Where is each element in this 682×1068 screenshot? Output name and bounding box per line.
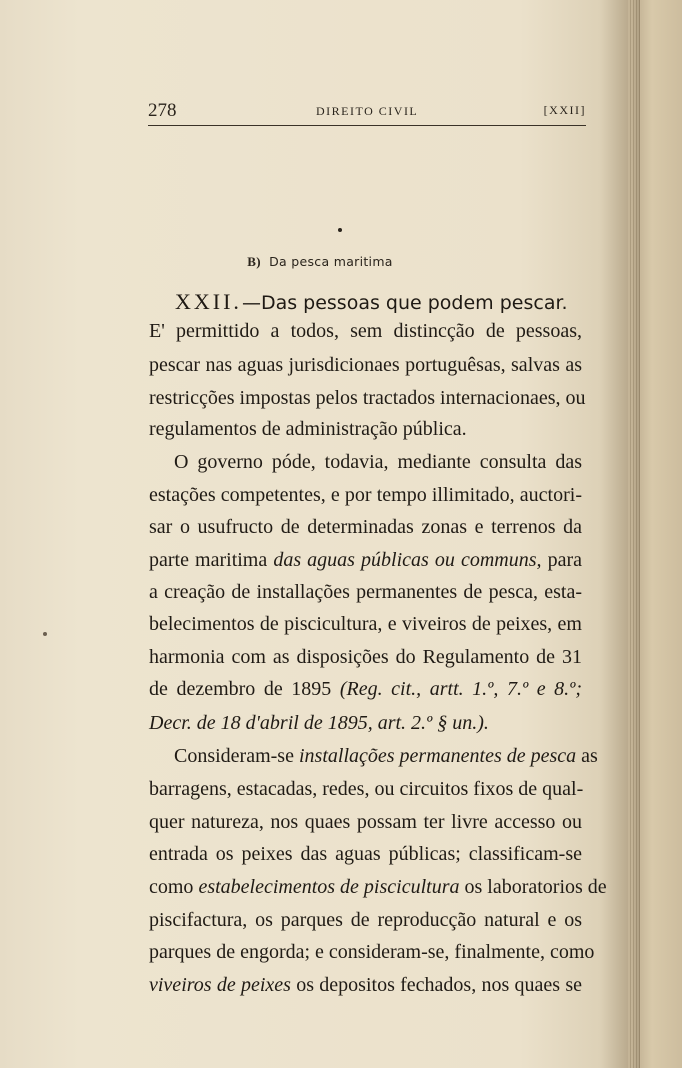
section-reference: [XXII]: [543, 103, 586, 117]
text-run: a creação de installações permanentes de pesca, esta-: [149, 581, 582, 603]
italic-text: das aguas públicas ou communs,: [273, 549, 542, 571]
text-line: [149, 778, 582, 808]
text-line: [149, 581, 582, 611]
text-line: [149, 418, 582, 448]
running-header: [148, 100, 586, 124]
italic-text: Decr. de 18 d'abril de 1895, art. 2.º § un.).: [149, 712, 489, 734]
italic-text: (Reg. cit., artt. 1.º, 7.º e 8.º;: [339, 678, 583, 700]
text-line: [174, 745, 598, 775]
subsection-text: Da pesca maritima: [269, 254, 393, 269]
text-run: entrada os peixes das aguas públicas; classificam-se: [149, 843, 582, 865]
text-line: [174, 451, 582, 481]
text-run: restricções impostas pelos tractados internacionaes, ou: [149, 387, 586, 409]
text-line: [149, 678, 582, 708]
page-stack-edge: [628, 0, 642, 1068]
text-run: piscifactura, os parques de reproducção natural e os: [149, 909, 582, 931]
section-heading-text: —Das pessoas que podem pescar.: [241, 292, 568, 314]
text-run: O governo póde, todavia, mediante consulta das: [174, 451, 582, 473]
text-line: [149, 909, 582, 939]
text-run: barragens, estacadas, redes, ou circuitos fixos de qual-: [149, 778, 584, 800]
text-run: as: [576, 745, 598, 767]
text-line: [149, 549, 582, 579]
italic-text: viveiros de peixes: [149, 974, 291, 996]
text-run: belecimentos de piscicultura, e viveiros de peixes, em: [149, 613, 582, 635]
text-run: E' permittido a todos, sem distincção de pessoas,: [149, 320, 582, 342]
text-line: [149, 811, 582, 841]
running-title: DIREITO CIVIL: [316, 104, 419, 118]
text-line: [149, 843, 582, 873]
paper-speck: [43, 632, 47, 636]
text-run: estações competentes, e por tempo illimitado, auctori-: [149, 484, 582, 506]
text-run: de dezembro de 1895: [149, 678, 340, 700]
header-rule: [148, 125, 586, 126]
text-line: [149, 354, 582, 384]
section-heading: [175, 289, 568, 315]
text-line: [149, 712, 582, 742]
text-line: [149, 876, 607, 906]
text-line: [149, 613, 582, 643]
text-line: [149, 974, 582, 1004]
text-run: os depositos fechados, nos quaes se: [290, 974, 582, 996]
text-line: [149, 387, 586, 417]
text-run: parques de engorda; e consideram-se, finalmente, como: [149, 941, 595, 963]
text-line: [149, 320, 582, 350]
subsection-title: [0, 254, 640, 270]
text-run: harmonia com as disposições do Regulamento de 31: [149, 646, 582, 668]
text-run: sar o usufructo de determinadas zonas e terrenos da: [149, 516, 582, 538]
text-line: [149, 516, 582, 546]
text-run: Consideram-se: [174, 745, 299, 767]
italic-text: estabelecimentos de piscicultura: [198, 876, 460, 898]
section-numeral: XXII.: [175, 289, 242, 314]
text-run: para: [541, 549, 583, 571]
text-run: parte maritima: [149, 549, 274, 571]
text-line: [149, 646, 582, 676]
text-run: pescar nas aguas jurisdicionaes portuguêsas, salvas as: [149, 354, 582, 376]
text-run: os laboratorios de: [459, 876, 607, 898]
text-run: quer natureza, nos quaes possam ter livre accesso ou: [149, 811, 582, 833]
text-line: [149, 484, 582, 514]
italic-text: installações permanentes de pesca: [298, 745, 577, 767]
text-run: regulamentos de administração pública.: [149, 418, 467, 440]
text-line: [149, 941, 595, 971]
page-number: 278: [148, 100, 177, 121]
text-run: como: [149, 876, 199, 898]
subsection-letter: B): [247, 254, 261, 269]
ornament-dot: [338, 228, 342, 232]
